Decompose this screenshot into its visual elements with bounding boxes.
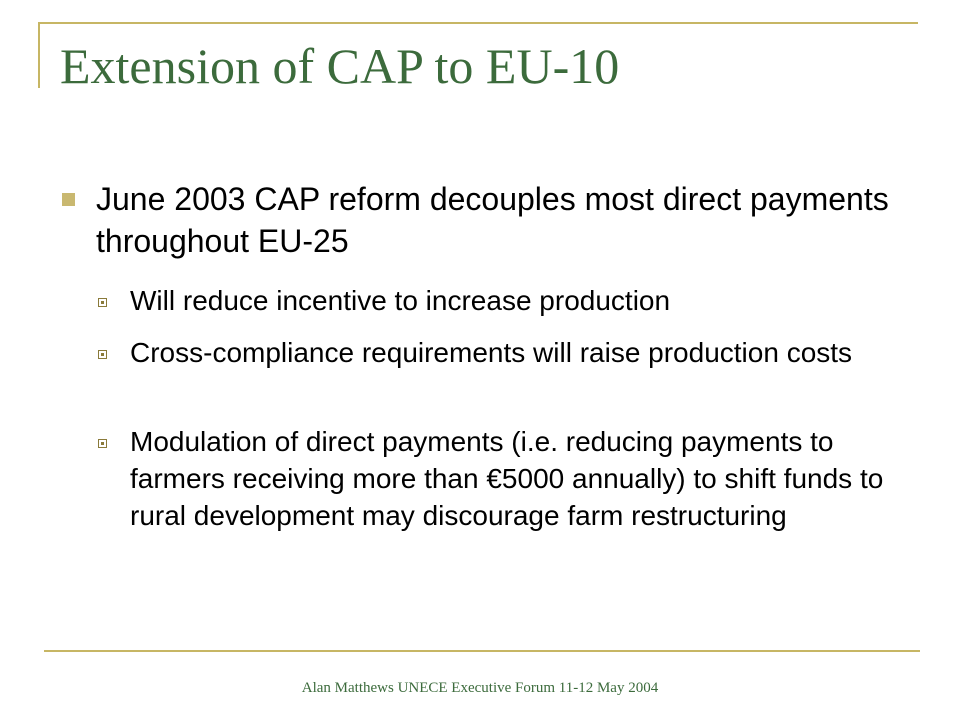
square-bullet-icon [62, 193, 75, 206]
frame-top-rule [38, 22, 918, 24]
hollow-square-bullet-icon [98, 298, 107, 307]
frame-left-rule [38, 22, 40, 88]
hollow-square-bullet-icon [98, 439, 107, 448]
hollow-square-bullet-icon [98, 350, 107, 359]
sub-bullet-text: Will reduce incentive to increase production [130, 285, 671, 316]
slide-footer: Alan Matthews UNECE Executive Forum 11-12 May 2004 [301, 680, 659, 696]
footer-rule [44, 650, 920, 652]
slide-title: Extension of CAP to EU-10 [60, 38, 620, 94]
sub-bullet-text: Cross-compliance requirements will raise production costs [130, 337, 853, 368]
bullet-text: June 2003 CAP reform decouples most direct payments throughout EU-25 [96, 181, 889, 259]
sub-bullet-text: Modulation of direct payments (i.e. reducing payments to farmers receiving more than €5000 annually) to shift funds to rural development may discourage farm restructuring [130, 426, 884, 531]
